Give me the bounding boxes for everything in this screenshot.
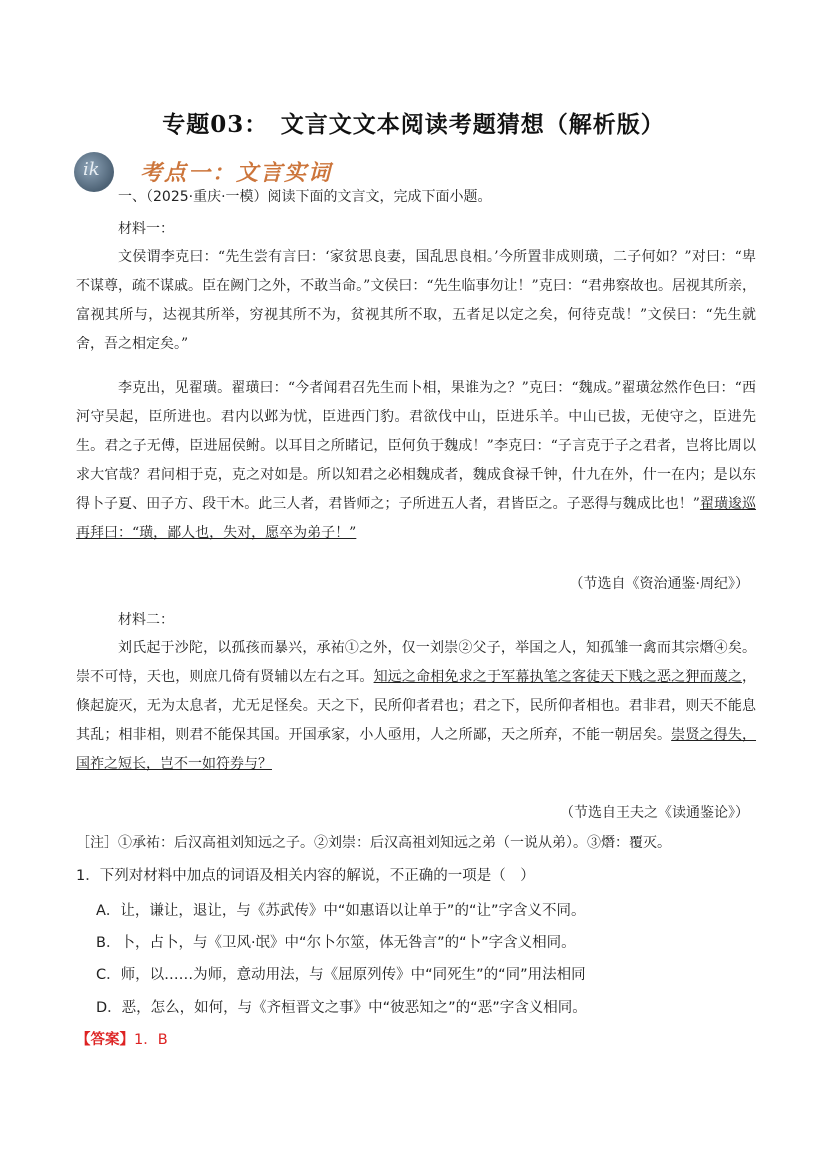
underlined-final-sentence: 崇贤之得失，国祚之短长，岂不一如符券与？ [76,727,757,772]
option-c: C．师，以……为师，意动用法，与《屈原列传》中“同死生”的“同”用法相同 [96,967,586,983]
page-title: 专题03： 文言文文本阅读考题猜想（解析版） [162,111,665,138]
underlined-sentence: 翟璜逡巡再拜曰：“璜，鄙人也，失对，愿卒为弟子！” [76,496,757,541]
logo-glyph: ik [83,159,100,180]
material1-paragraph-2 [76,374,756,548]
material2-text-c: ，倏起旋灭，无为太息者，尤无足怪矣。天之下，民所仰者君也；君之下，民所仰者相也。君非君，则天不能息其乱；相非相，则君不能保其国。开国承家，小人亟用，人之所鄙，天之所弃，不能一朝居矣。 [76,669,757,743]
material2-text-a: 刘氏起于沙陀，以孤孩而暴兴，承祐①之外，仅一刘崇②父子，举国之人，知孤雏一禽而其宗熸④矣。崇不可恃，天也，则庶几倚有贤辅以左右之耳。 [76,640,756,685]
underlined-passage: 知远之命相免求之于军幕执笔之客徒天下贱之恶之狎而蔑之 [373,669,743,685]
material1-paragraph-2-text: 李克出，见翟璜。翟璜曰：“今者闻君召先生而卜相，果谁为之？”克曰：“魏成。”翟璜忿然作色曰：“西河守吴起，臣所进也。君内以邺为忧，臣进西门豹。君欲伐中山，臣进乐羊。中山已拔，无使守之，臣进先生。君之子无傅，臣进屈侯鲋。以耳目之所睹记，臣何负于魏成！”李克曰：“子言克于子之君者，岂将比周以求大官哉？君问相于克，克之对如是。所以知君之必相魏成者，魏成食禄千钟，什九在外，什一在内；是以东得卜子夏、田子方、段干木。此三人者，君皆师之；子所进五人者，君皆臣之。子恶得与魏成比也！” [76,380,756,512]
option-a: A．让，谦让，退让，与《苏武传》中“如惠语以让单于”的“让”字含义不同。 [96,903,586,919]
section-heading: 考点一：文言实词 [140,160,333,186]
material2-label: 材料二： [118,612,174,628]
material1-label: 材料一： [118,221,174,237]
material1-source: （节选自《资治通鉴·周纪》） [569,576,749,592]
option-b: B．卜，占卜，与《卫风·氓》中“尔卜尔筮，体无咎言”的“卜”字含义相同。 [96,935,576,951]
question-stem: 1．下列对材料中加点的词语及相关内容的解说，不正确的一项是（ ） [76,868,535,884]
brand-logo-icon [74,152,114,192]
annotation-note: ［注］①承祐：后汉高祖刘知远之子。②刘崇：后汉高祖刘知远之弟（一说从弟）。③熸：覆灭。 [76,835,671,851]
material2-paragraph [76,634,756,779]
answer-line [76,1028,168,1049]
material2-source: （节选自王夫之《读通鉴论》） [560,805,749,821]
answer-tag: 【答案】 [76,1032,134,1048]
answer-value: 1．B [134,1032,168,1048]
option-d: D．恶，怎么，如何，与《齐桓晋文之事》中“彼恶知之”的“恶”字含义相同。 [96,1000,587,1016]
material1-paragraph-1: 文侯谓李克曰：“先生尝有言曰：‘家贫思良妻，国乱思良相。’今所置非成则璜，二子何如？”对曰：“卑不谋尊，疏不谋戚。臣在阙门之外，不敢当命。”文侯曰：“先生临事勿让！”克曰：“君弗察故也。居视其所亲，富视其所与，达视其所举，穷视其所不为，贫视其所不取，五者足以定之矣，何待克哉！”文侯曰：“先生就舍，吾之相定矣。” [76,249,756,352]
question-intro: 一、（2025·重庆·一模）阅读下面的文言文，完成下面小题。 [118,189,492,205]
